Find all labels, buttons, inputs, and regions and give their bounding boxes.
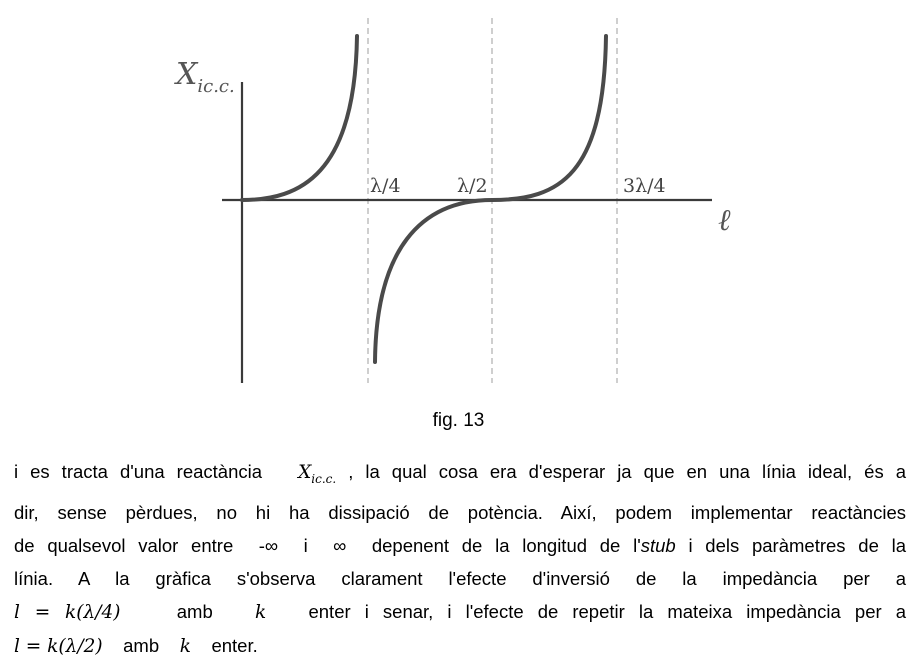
text-l1a: i es tracta d'una reactància	[14, 461, 263, 482]
stub-term: stub	[640, 535, 676, 556]
x-axis-label: ℓ	[718, 203, 731, 238]
y-axis-label-sub: ic.c.	[197, 76, 235, 97]
tick-label-lambda-4: λ/4	[370, 175, 401, 197]
paragraph-line-4: línia. A la gràfica s'observa clarament l'efecte d'inversió de la impedància per a	[14, 568, 906, 589]
text-l3-i: i	[303, 535, 308, 556]
text-l3c: i dels paràmetres de la	[675, 535, 906, 556]
text-l6b: enter.	[211, 635, 258, 656]
curve-segment-1	[242, 36, 357, 200]
paragraph-line-6	[14, 629, 906, 663]
body-paragraph	[14, 455, 906, 663]
math-l-k-lambda-2: l = k(λ/2)	[14, 636, 103, 657]
paragraph-line-5	[14, 595, 906, 629]
paragraph-line-3	[14, 529, 906, 562]
math-l-k-lambda-4: l = k(λ/4)	[14, 602, 121, 623]
neg-infinity: -∞	[258, 535, 279, 556]
math-k: k	[255, 602, 267, 623]
tick-label-3lambda-4: 3λ/4	[623, 175, 666, 197]
paragraph-line-2: dir, sense pèrdues, no hi ha dissipació de potència. Així, podem implementar reactàncies	[14, 502, 906, 523]
y-axis-label: $X_{ic.c.}$	[176, 57, 235, 97]
text-l3a: de qualsevol valor entre	[14, 535, 234, 556]
paragraph-line-1	[14, 455, 906, 496]
text-l1b: , la qual cosa era d'esperar ja que en una línia ideal, és a	[348, 461, 907, 482]
infinity: ∞	[333, 535, 347, 556]
tick-label-lambda-2: λ/2	[457, 175, 488, 197]
figure-caption: fig. 13	[432, 410, 485, 431]
text-l5-amb: amb	[176, 601, 213, 622]
text-l5b: enter i senar, i l'efecte de repetir la mateixa impedància per a	[308, 601, 907, 622]
math-x-icc: $X_{ic.c.}$	[298, 462, 337, 486]
math-k-2: k	[179, 636, 191, 657]
text-l3b: depenent de la longitud de l'	[371, 535, 641, 556]
text-l6-amb: amb	[123, 635, 160, 656]
